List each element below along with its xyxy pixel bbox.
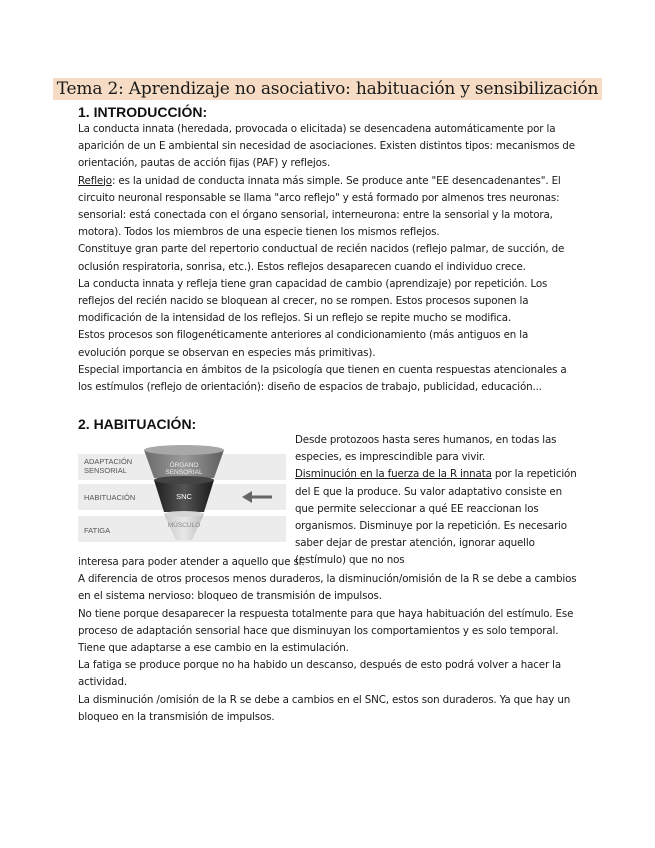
cone-label-musculo: MÚSCULO — [167, 522, 201, 529]
paragraph: La fatiga se produce porque no ha habido un descanso, después de esto podrá volver a hacer la actividad. — [78, 659, 562, 689]
paragraph: Especial importancia en ámbitos de la psicología que tienen en cuenta respuestas atencionales a los estímulos (reflejo de orientación): diseño de espacios de trabajo, publicidad, educación... — [78, 363, 567, 394]
page-title: Tema 2: Aprendizaje no asociativo: habituación y sensibilización — [53, 78, 603, 100]
paragraph-text: : es la unidad de conducta innata más simple. Se produce ante "EE desencadenantes". El circuito neuronal responsable se llama "arco reflejo" y está formado por almenos tres neuronas: sensorial: está conectada con el órgano sensorial, interneurona: entre la sensorial y la motora, motora). Todos los miembros de una especie tienen los mismos reflejos. — [78, 174, 561, 239]
title-container — [0, 78, 655, 100]
label-habituacion: HABITUACIÓN — [84, 493, 136, 502]
paragraph: La conducta innata y refleja tiene gran capacidad de cambio (aprendizaje) por repetición. Los reflejos del recién nacido se bloquean al crecer, no se rompen. Estos procesos suponen la modificación de la intensidad de los reflejos. Si un reflejo se repite mucho se modifica. — [78, 277, 548, 325]
section-heading-habituacion: 2. HABITUACIÓN: — [78, 416, 197, 432]
term-disminucion: Disminución en la fuerza de la R innata — [295, 468, 492, 481]
habituacion-side-text — [295, 432, 580, 570]
section-heading-introduccion: 1. INTRODUCCIÓN: — [78, 104, 208, 120]
paragraph: La conducta innata (heredada, provocada o elicitada) se desencadena automáticamente por la aparición de un E ambiental sin necesidad de asociaciones. Existen distintos tipos: mecanismos de orientación, pautas de acción fijas (PAF) y reflejos. — [78, 123, 575, 170]
habituation-funnel-figure — [78, 440, 286, 546]
paragraph-text: por la repetición del E que la produce. Su valor adaptativo consiste en que permite seleccionar a qué EE reaccionan los organismos. Disminuye por la repetición. Es necesario saber dejar de prestar atención, ignorar aquello (estímulo) que no nos — [295, 468, 577, 567]
label-adaptacion-sensorial: ADAPTACIÓN SENSORIAL — [84, 457, 133, 475]
paragraph: Estos procesos son filogenéticamente anteriores al condicionamiento (más antiguos en la evolución porque se observan en especies más primitivas). — [78, 329, 529, 359]
paragraph: La disminución /omisión de la R se debe a cambios en el SNC, estos son duraderos. Ya que hay un bloqueo en la transmisión de impulsos. — [78, 693, 571, 723]
left-arrow-icon — [242, 491, 272, 503]
paragraph-reflejo — [78, 173, 578, 242]
cone-label-snc: SNC — [176, 492, 192, 501]
term-reflejo: Reflejo — [78, 174, 112, 187]
paragraph: Constituye gran parte del repertorio conductual de recién nacidos (reflejo palmar, de succión, de oclusión respiratoria, sonrisa, etc.). Estos reflejos desaparecen cuando el individuo crece. — [78, 243, 565, 273]
paragraph: Desde protozoos hasta seres humanos, en todas las especies, es imprescindible para vivir. — [295, 434, 557, 464]
paragraph: A diferencia de otros procesos menos duraderos, la disminución/omisión de la R se debe a cambios en el sistema nervioso: bloqueo de transmisión de impulsos. — [78, 573, 577, 603]
section-introduccion-body — [78, 121, 578, 396]
paragraph: interesa para poder atender a aquello que sí. — [78, 556, 305, 568]
label-fatiga: FATIGA — [84, 526, 111, 535]
cone-label-organo: ÓRGANO SENSORIAL — [165, 462, 203, 476]
paragraph: No tiene porque desaparecer la respuesta totalmente para que haya habituación del estímulo. Ese proceso de adaptación sensorial hace que disminuyan los comportamientos y es solo temporal. Tiene que adaptarse a ese cambio en la estimulación. — [78, 607, 574, 655]
section-habituacion-body — [78, 554, 578, 726]
